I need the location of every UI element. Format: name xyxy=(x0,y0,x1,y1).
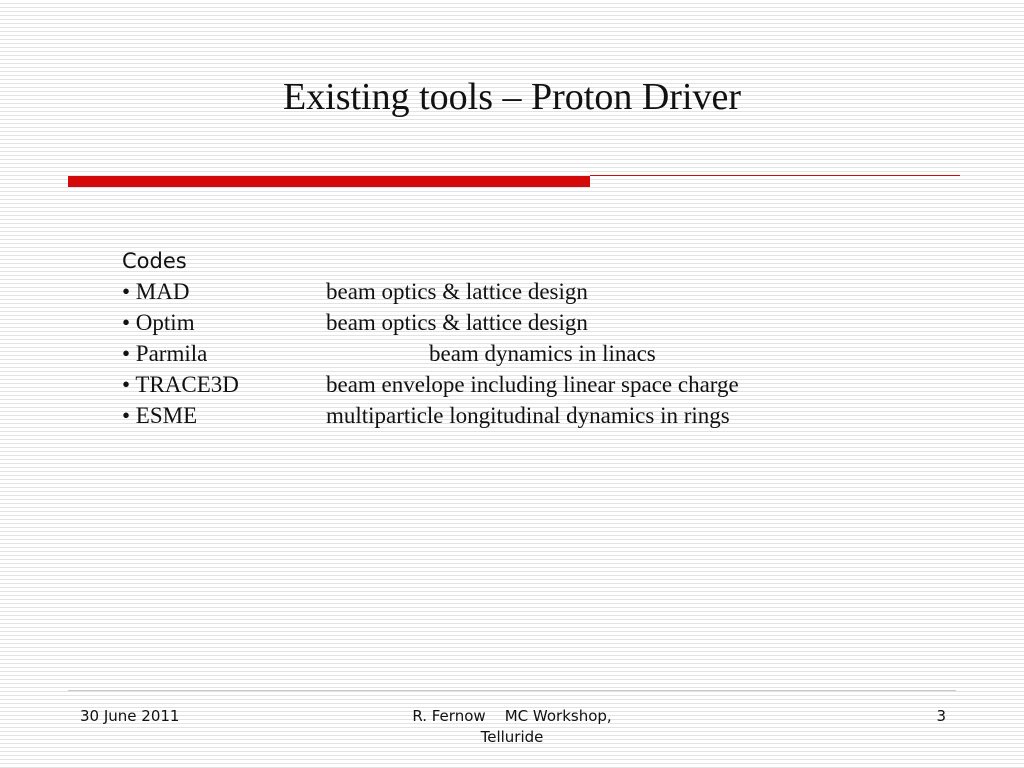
page-number: 3 xyxy=(936,707,946,725)
code-name: • TRACE3D xyxy=(122,372,239,397)
footer-presenter-line2: Telluride xyxy=(480,728,544,746)
code-description: beam dynamics in linacs xyxy=(429,341,656,366)
footer-date: 30 June 2011 xyxy=(80,707,180,725)
code-row-optim xyxy=(122,307,942,338)
code-description: beam optics & lattice design xyxy=(326,279,588,304)
code-row-esme xyxy=(122,400,942,431)
code-description: beam envelope including linear space charge xyxy=(326,372,739,397)
code-name: • MAD xyxy=(122,279,190,304)
code-row-parmila xyxy=(122,338,942,369)
code-row-trace3d xyxy=(122,369,942,400)
slide-title: Existing tools – Proton Driver xyxy=(282,76,742,118)
code-name: • ESME xyxy=(122,403,198,428)
code-row-mad xyxy=(122,276,942,307)
code-description: multiparticle longitudinal dynamics in rings xyxy=(326,403,730,428)
title-underline-thin xyxy=(590,175,960,176)
footer-presenter-line1: R. Fernow MC Workshop, xyxy=(412,707,612,725)
footer-presenter xyxy=(372,706,652,748)
footer-divider xyxy=(68,690,956,691)
codes-list xyxy=(122,246,942,431)
codes-heading: Codes xyxy=(122,249,187,273)
code-description: beam optics & lattice design xyxy=(326,310,588,335)
code-name: • Parmila xyxy=(122,341,208,366)
title-underline-thick xyxy=(68,176,590,187)
code-name: • Optim xyxy=(122,310,195,335)
